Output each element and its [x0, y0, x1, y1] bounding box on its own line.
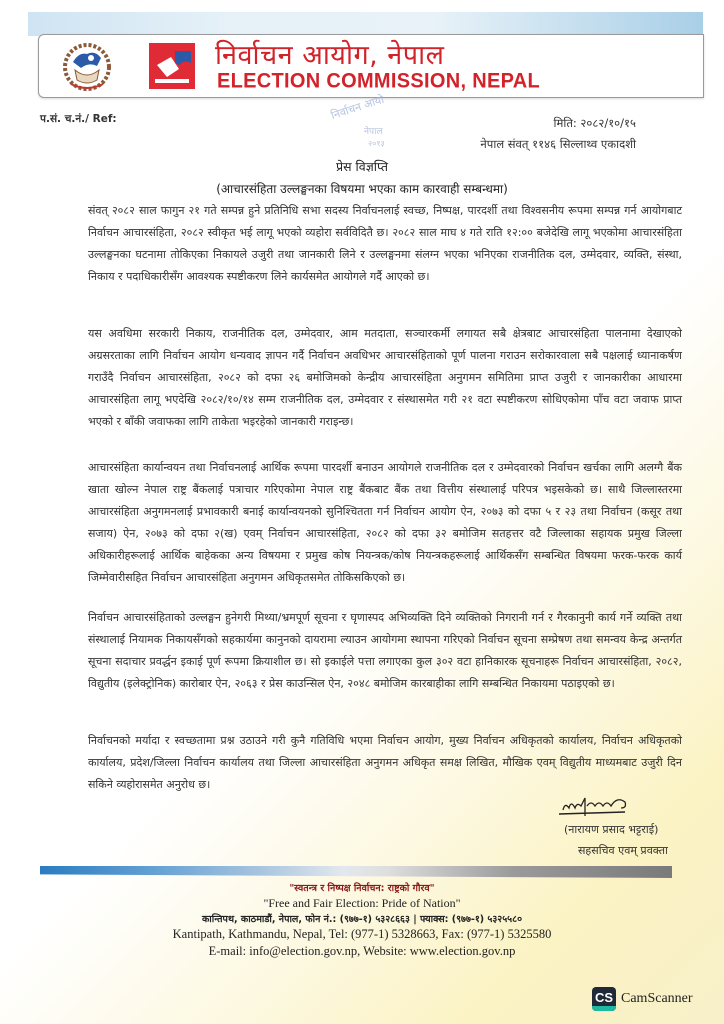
camscanner-icon: CS: [592, 987, 616, 1011]
reference-label: प.सं. च.नं./ Ref:: [40, 113, 117, 125]
stamp-text-line2: नेपाल: [364, 127, 383, 137]
paragraph-1: संवत् २०८२ साल फागुन २१ गते सम्पन्न हुने प्रतिनिधि सभा सदस्य निर्वाचनलाई स्वच्छ, निष्पक्ष, पारदर्शी तथा विश्वसनीय रूपमा सम्पन्न गर्न आयोगबाट निर्वाचन आचारसंहिता, २०८२ स्वीकृत भई लागू भएको व्यहोरा सर्वविदितै छ। २०८२ साल माघ ४ गते राति १२:०० बजेदेखि लागू भएकोमा आचारसंहिता उल्लङ्घनका घटनामा तोकिएका निकायले उजुरी तथा जानकारी लिने र उल्लङ्घनमा संलग्न भएका भनिएका राजनीतिक दल, उम्मेदवार, व्यक्ति, संस्था, निकाय र पदाधिकारीसँग आवश्यक स्पष्टीकरण लिने कार्यसमेत आयोगले गर्दै आएको छ।: [88, 204, 682, 283]
footer-address-nepali: कान्तिपथ, काठमाडौं, नेपाल, फोन नं.: (९७७-१) ५३२८६६३ | फ्याक्स: (९७७-१) ५३२५५८०: [201, 914, 523, 925]
commission-name-nepali: निर्वाचन आयोग, नेपाल: [215, 40, 445, 71]
document-title: प्रेस विज्ञप्ति: [336, 159, 388, 174]
paragraph-3: आचारसंहिता कार्यान्वयन तथा निर्वाचनलाई आर्थिक रूपमा पारदर्शी बनाउन आयोगले राजनीतिक दल र उम्मेदवारको निर्वाचन खर्चका लागि अलग्गै बैंक खाता खोल्न नेपाल राष्ट्र बैंकलाई पत्राचार गरिएकोमा नेपाल राष्ट्र बैंकबाट बैंक तथा वित्तीय संस्थालाई परिपत्र भइसकेको छ। साथै जिल्लास्तरमा आचारसंहिता अनुगमनलाई प्रभावकारी बनाई कार्यान्वयनको सुनिश्चितता गर्न निर्वाचन आयोग ऐन, २०७३ को दफा ५ र २३ तथा निर्वाचन (कसूर तथा सजाय) ऐन, २०७३ को दफा २(ख) एवम् निर्वाचन आचारसंहिता, २०८२ को दफा ३२ बमोजिम सतहत्तर वटै जिल्लाका सहायक प्रमुख जिल्ला अधिकारीहरूलाई आर्थिक बाहेकका अन्य विषयमा र प्रमुख कोष नियन्त्रक/कोष नियन्त्रकहरूलाई आर्थिकसँग सम्बन्धित विषयमा फरक-फरक कार्य जिम्मेवारीसहित निर्वाचन आचारसंहिता अनुगमन अधिकृतसमेत तोकिसकिएको छ।: [88, 461, 682, 584]
document-subtitle: (आचारसंहिता उल्लङ्घनका विषयमा भएका काम कारवाही सम्बन्धमा): [216, 182, 508, 196]
footer-contact: E-mail: info@election.gov.np, Website: www.election.gov.np: [208, 944, 516, 958]
paragraph-2: यस अवधिमा सरकारी निकाय, राजनीतिक दल, उम्मेदवार, आम मतदाता, सञ्चारकर्मी लगायत सबै क्षेत्रबाट आचारसंहिता पालनामा देखाएको अग्रसरताका लागि निर्वाचन आयोग धन्यवाद ज्ञापन गर्दै निर्वाचन अवधिभर आचारसंहिताको पूर्ण पालना गराउन सरोकारवाला सबै पक्षलाई ध्यानाकर्षण गराउँदै निर्वाचन आचारसंहिता, २०८२ को दफा २६ बमोजिमको केन्द्रीय आचारसंहिता अनुगमन समितिमा प्राप्त उजुरी र जानकारीका आधारमा आचारसंहिता लागू भएदेखि २०८२/१०/१४ सम्म राजनीतिक दल, उम्मेदवार र संस्थासमेत गरी २१ वटा स्पष्टीकरण सोधिएकोमा पाँच वटा जवाफ प्राप्त भएको र बाँकी जवाफका लागि ताकेता भइरहेको जानकारी गराइन्छ।: [88, 327, 682, 428]
election-commission-logo-icon: [149, 43, 195, 89]
nepal-emblem-icon: [61, 40, 113, 92]
signatory-name: (नारायण प्रसाद भट्टराई): [564, 823, 659, 836]
official-stamp: [328, 92, 408, 156]
camscanner-label: CamScanner: [621, 991, 693, 1006]
signatory-title: सहसचिव एवम् प्रवक्ता: [578, 844, 668, 857]
commission-name-english: ELECTION COMMISSION, NEPAL: [217, 69, 540, 93]
letterhead: [38, 34, 704, 98]
footer-motto-nepali: "स्वतन्त्र र निष्पक्ष निर्वाचन: राष्ट्रको गौरव": [289, 883, 435, 894]
date: मिति: २०८२/१०/१५: [553, 116, 636, 130]
footer-band: [40, 866, 672, 878]
stamp-text-line3: २०१३: [368, 139, 385, 148]
paragraph-4: निर्वाचन आचारसंहिताको उल्लङ्घन हुनेगरी मिथ्या/भ्रमपूर्ण सूचना र घृणास्पद अभिव्यक्ति दिने व्यक्तिको निगरानी गर्न र गैरकानुनी कार्य गर्ने व्यक्ति तथा संस्थालाई नियामक निकायसँगको सहकार्यमा कानुनको दायरामा ल्याउन आयोगमा स्थापना गरिएको निर्वाचन सूचना सम्प्रेषण तथा समन्वय केन्द्र अन्तर्गत सूचना सदाचार प्रवर्द्धन इकाई पूर्ण रूपमा क्रियाशील छ। सो इकाईले पत्ता लगाएका कुल ३०२ वटा हानिकारक सूचनाहरू निर्वाचन आचारसंहिता, २०८२, विद्युतीय (इलेक्ट्रोनिक) कारोबार ऐन, २०६३ र प्रेस काउन्सिल ऐन, २०४८ बमोजिम कारबाहीका लागि सम्बन्धित निकायमा पठाइएको छ।: [88, 611, 682, 690]
signature-icon: [555, 794, 635, 820]
paragraph-5: निर्वाचनको मर्यादा र स्वच्छतामा प्रश्न उठाउने गरी कुनै गतिविधि भएमा निर्वाचन आयोग, मुख्य निर्वाचन अधिकृतको कार्यालय, निर्वाचन अधिकृतको कार्यालय, प्रदेश/जिल्ला निर्वाचन कार्यालय तथा जिल्ला आचारसंहिता अनुगमन अधिकृत समक्ष लिखित, मौखिक एवम् विद्युतीय माध्यमबाट उजुरी दिन सकिने व्यहोरासमेत अनुरोध छ।: [88, 734, 682, 791]
camscanner-watermark: [592, 987, 693, 1011]
footer-address-english: Kantipath, Kathmandu, Nepal, Tel: (977-1) 5328663, Fax: (977-1) 5325580: [172, 927, 552, 941]
footer-motto-english: "Free and Fair Election: Pride of Nation": [263, 896, 461, 910]
stamp-text-line1: निर्वाचन आयो: [329, 92, 386, 123]
letterhead-top-band: [28, 12, 703, 36]
nepal-sambat-date: नेपाल संवत् ११४६ सिल्लाथ्व एकादशी: [480, 137, 636, 151]
